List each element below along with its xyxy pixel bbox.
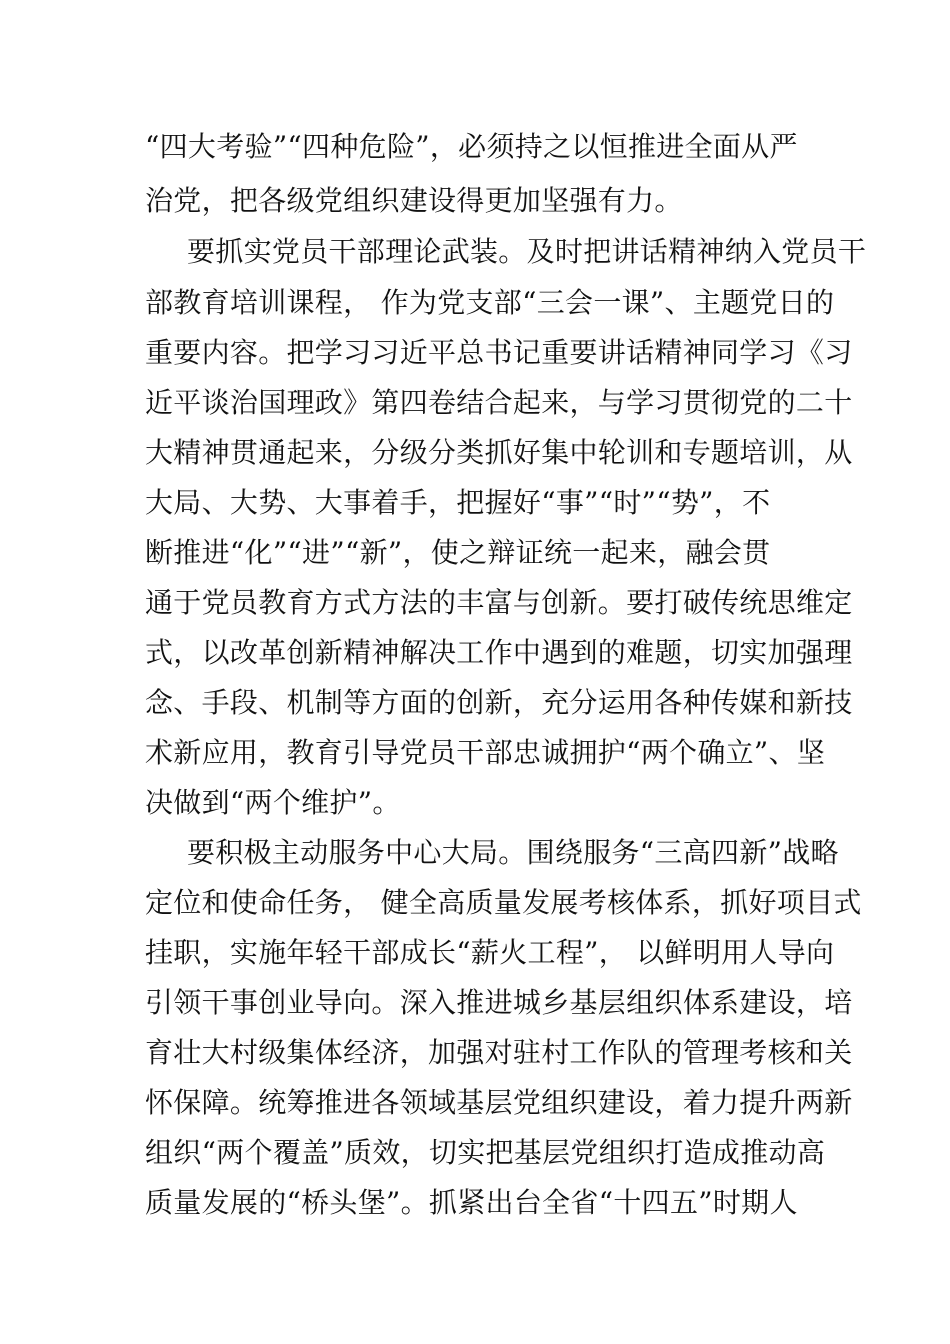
text-line-8: 大局、大势、大事着手，把握好“事”“时”“势”，不 <box>145 486 771 519</box>
text-line-10: 通于党员教育方式方法的丰富与创新。要打破传统思维定 <box>145 586 853 619</box>
text-line-6: 近平谈治国理政》第四卷结合起来，与学习贯彻党的二十 <box>145 386 853 419</box>
text-line-22: 质量发展的“桥头堡”。抓紧出台全省“十四五”时期人 <box>145 1186 798 1219</box>
paragraph-2-line-1: 要抓实党员干部理论武装。及时把讲话精神纳入党员干 <box>187 235 867 268</box>
text-line-19: 育壮大村级集体经济，加强对驻村工作队的管理考核和关 <box>145 1036 853 1069</box>
text-line-18: 引领干事创业导向。深入推进城乡基层组织体系建设，培 <box>145 986 853 1019</box>
text-line-4: 部教育培训课程， 作为党支部“三会一课”、主题党日的 <box>145 286 835 319</box>
text-line-7: 大精神贯通起来，分级分类抓好集中轮训和专题培训，从 <box>145 436 853 469</box>
text-line-9: 断推进“化”“进”“新”，使之辩证统一起来，融会贯 <box>145 536 771 569</box>
text-line-21: 组织“两个覆盖”质效，切实把基层党组织打造成推动高 <box>145 1136 826 1169</box>
text-line-20: 怀保障。统筹推进各领域基层党组织建设，着力提升两新 <box>145 1086 853 1119</box>
text-line-14: 决做到“两个维护”。 <box>145 786 401 819</box>
text-line-16: 定位和使命任务， 健全高质量发展考核体系，抓好项目式 <box>145 886 862 919</box>
text-line-11: 式，以改革创新精神解决工作中遇到的难题，切实加强理 <box>145 636 853 669</box>
text-line-1: “四大考验”“四种危险”，必须持之以恒推进全面从严 <box>145 130 798 163</box>
text-line-12: 念、手段、机制等方面的创新，充分运用各种传媒和新技 <box>145 686 853 719</box>
text-line-17: 挂职，实施年轻干部成长“薪火工程”， 以鲜明用人导向 <box>145 936 835 969</box>
text-line-13: 术新应用，教育引导党员干部忠诚拥护“两个确立”、坚 <box>145 736 826 769</box>
text-line-5: 重要内容。把学习习近平总书记重要讲话精神同学习《习 <box>145 336 853 369</box>
text-line-2: 治党，把各级党组织建设得更加坚强有力。 <box>145 184 683 217</box>
paragraph-3-line-1: 要积极主动服务中心大局。围绕服务“三高四新”战略 <box>187 836 839 869</box>
